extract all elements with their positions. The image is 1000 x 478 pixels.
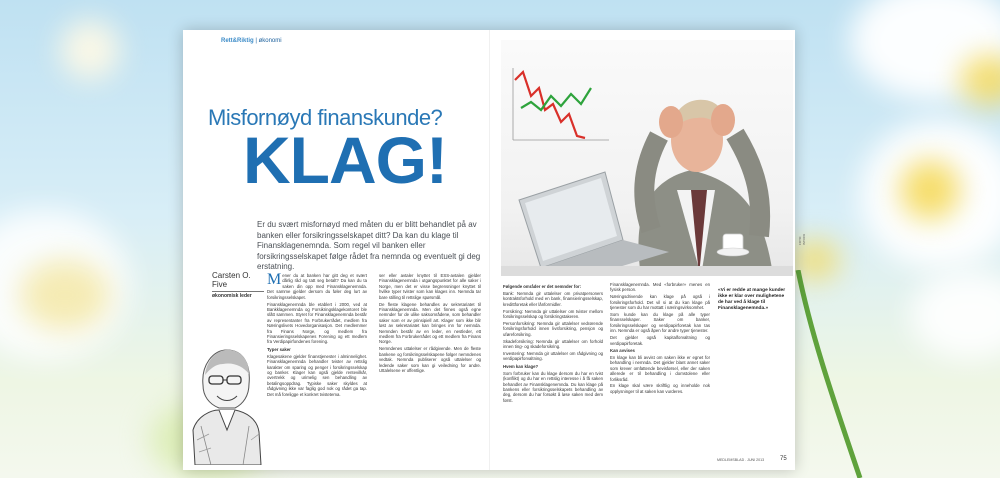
list-item: Bank: Nemnda gir uttalelser om privatpersoners kontraktsforhold med en bank, finansieringsselskap, kredittforetak eller lånformidler. xyxy=(503,290,603,307)
paragraph: Det gjelder også kapitalforvaltning og verdipapirforetak. xyxy=(610,335,710,346)
headline: KLAG! xyxy=(243,123,447,197)
background-flower xyxy=(900,160,960,220)
article-column-4 xyxy=(610,282,710,452)
background-flower xyxy=(20,260,110,330)
author-name: Carsten O. Five xyxy=(212,271,251,289)
paragraph: En klage skal være skriftlig og inneholde nok opplysninger til at saken kan vurderes. xyxy=(610,383,710,394)
section-name: økonomi xyxy=(258,38,282,44)
photo-credit: FOTO: ISTOCK xyxy=(798,233,806,245)
kicker: Misfornøyd finanskunde? xyxy=(208,105,443,130)
pull-quote: «Vi er redde at mange kunder ikke er klar over mulighetene de har ved å klage til Finansklagenemnda.» xyxy=(718,288,786,311)
list-item: Forsikring: Nemnda gir uttalelser om tvister mellom forsikringsselskap og forsikringstakeren. xyxy=(503,308,603,320)
section-brand: Rett&Riktig xyxy=(221,38,254,44)
magazine-spread xyxy=(183,30,806,470)
list-item: Personforsikring: Nemnda gir uttalelser vedrørende forsikringsforhold innen livsforsikring, pensjon og uføreforsikring. xyxy=(503,320,603,337)
section-separator: | xyxy=(255,38,259,44)
subheading: Typer saker xyxy=(267,346,291,352)
article-photo xyxy=(501,40,793,276)
paragraph: Klagesakene gjelder finanstjenester i alminnelighet. Finansklagenemnda behandler tvister av rettslig karakter om sparing og penger i forsikringsselskap og banker. Klager kan også gjelde rentevilkår, overtrekk og urimelig sen behandling av betalingsoppdrag. Typiske saker skyldes at rådgivning ikke var faglig god nok og rådet ga tap. Det må foreligge et konkret tvistetema. xyxy=(267,353,367,397)
paragraph: Næringsdrivende kan klage på også i forsikringsforhold. Det vil si at du kan klage på tjenester som du har mottatt i næringsvirksomhet. xyxy=(610,294,710,311)
author-role: økonomisk leder xyxy=(212,293,252,299)
paragraph: ener du at banken har gitt deg et svært dårlig råd og tatt seg betalt? Da kan du ta saken din opp med Finansklagenemnda. Det samme gjelder dersom du føler deg lurt av forsikringsselskapet. xyxy=(267,273,367,300)
list-item: Skadeforsikring: Nemnda gir uttalelser om forhold innen ting- og skadeforsikring. xyxy=(503,338,603,350)
paragraph: Som kunde kan du klage på alle typer finansselskaper. Saker om banker, forsikringsselskaper og verdipapirforetak kan tas inn. Nemnda er også åpen for andre typer tjenester. xyxy=(610,312,710,334)
stressed-man-laptop-illustration xyxy=(501,40,793,276)
paragraph: De fleste klagene behandles av sekretariatet til Finansklagenemnda. Men det finnes også egne nemnder for de ulike saksområdene, som behandler saker som er av prinsipiell art. Klager som ikke blir løst av sekretariatet kan bringes inn for nemnda. Nemnden består av en leder, en nestleder, ett medlem fra Forbrukerrådet og ett medlem fra Finans Norge. xyxy=(379,301,481,345)
paragraph: En klage kan bli avvist om saken ikke er egnet for behandling i nemnda. Det gjelder blant annet saker som krever omfattende bevisførsel, eller der saken allerede er til behandling i domstolene eller forliksråd. xyxy=(610,354,710,382)
subheading: Hvem kan klage? xyxy=(503,363,539,369)
right-page xyxy=(183,30,806,470)
lead-paragraph: Er du svært misfornøyd med måten du er blitt behandlet på av banken eller forsikringsselskapet ditt? Da kan du klage til Finansklagenemnda. Som regel vil banken eller forsikringsselskapet følge rådet fra nemnda og eventuelt gi deg erstatning. xyxy=(257,220,481,271)
paragraph: ser eller avtaler knyttet til ESS-avtalen gjelder Finansklagenemnda i utgangspunktet for alle saker i Norge, men det er visse begrensninger knyttet til hvilke typer tvister som kan klages inn. Nemnda tar bare stilling til rettslige spørsmål. xyxy=(379,273,481,300)
flower-stem xyxy=(790,270,870,478)
dropcap: M xyxy=(267,273,282,288)
subheading: Kan avvises xyxy=(610,347,635,353)
paragraph: Som forbruker kan du klage dersom du har en tvist (konflikt) og du har en rettslig interesse i å få saken behandlet av Finansklagenemnda. Du kan klage på bankens eller forsikringsselskapets behandling av deg, dersom du har forsøkt å løse saken med dem først. xyxy=(503,370,603,403)
list-item: Investering: Nemnda gir uttalelser om rådgivning og verdipapirforvaltning. xyxy=(503,350,603,362)
footer-issue: MEDLEMSBLAD ∙ JUNI 2013 xyxy=(717,458,765,462)
article-column-3 xyxy=(503,282,603,467)
background-flower xyxy=(60,20,120,80)
paragraph: Finansklagenemnda ble etablert i 2000, ved at Bankklagenemnda og Forsikringsklagekontoret ble slått sammen. Styret for Finansklagenemnda består av representanter fra Forbrukerrådet, medlem fra Næringslivets Hovedorganisasjon. Det medlemmer fra Finans Norge, og medlem fra Finansieringsselskapenes Forening og ett medlem fra Verdipapirfondenes forening. xyxy=(267,301,367,345)
paragraph: Finansklagenemnda. Med «forbruker» menes en fysisk person. xyxy=(610,282,710,293)
page-number: 75 xyxy=(780,456,787,462)
background-flower xyxy=(910,270,1000,360)
paragraph: Nemndenes uttalelser er rådgivende. Men de fleste bankene og forsikringsselskapene følger nemndenes vedtak. Nemnda publiserer også uttalelser og ledende saker som kan gi veiledning for andre. Uttalelsene er offentlige. xyxy=(379,346,481,373)
subheading: Følgende områder er det nemnder for: xyxy=(503,284,582,289)
